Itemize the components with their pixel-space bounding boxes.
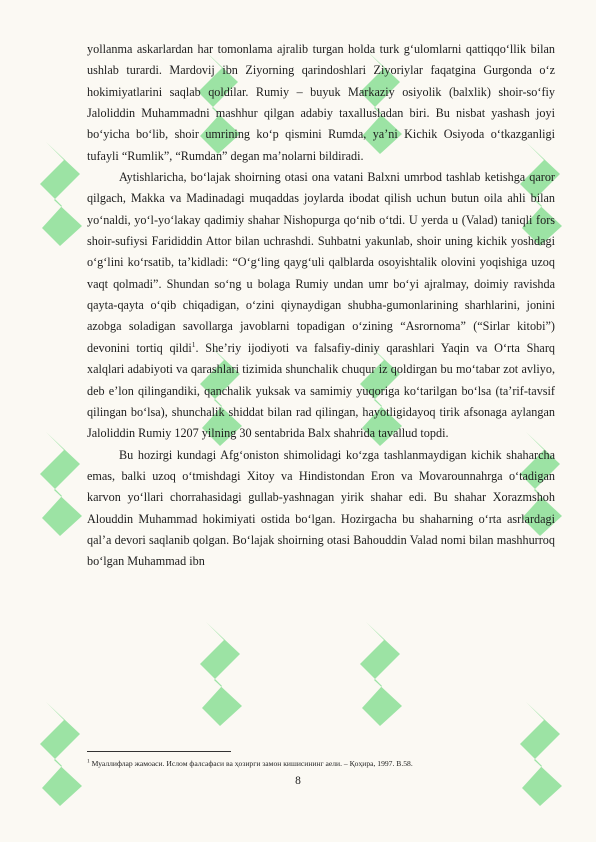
footnote-reference[interactable]: 1: [191, 339, 196, 349]
paragraph-text: . She’riy ijodiyoti va falsafiy-diniy qarashlari Yaqin va O‘rta Sharq xalqlari adabiyoti va qarashlari tizimida shunchalik chuqur iz qoldirgan bu mo‘tabar zot avliyo, deb e’lon qilingandiki, qanchalik yuksak va samimiy yuqoriga ko‘tarilgan bo‘lsa (ta’rif-tavsif qilingan bo‘lsa), shunchalik shiddat bilan rad qilingan, hayotligidayoq tirik afsonaga aylangan Jaloliddin Rumiy 1207 yilning 30 sentabrida Balx shahrida tavallud topdi.: [87, 340, 555, 441]
watermark-logo-icon: [360, 620, 428, 728]
watermark-logo-icon: [520, 700, 588, 808]
page-number: 8: [295, 775, 301, 787]
watermark-logo-icon: [40, 700, 108, 808]
footnote-divider: [87, 751, 231, 752]
footnote: [87, 759, 557, 769]
watermark-logo-icon: [200, 620, 268, 728]
footnote-text: Муаллифлар жамоаси. Ислом фалсафаси ва ҳозирги замон кишисининг аели. – Қоҳира, 1997. B.58.: [89, 759, 413, 768]
paragraph: Bu hozirgi kundagi Afg‘oniston shimolidagi ko‘zga tashlanmaydigan kichik shaharcha emas, balki uzoq o‘tmishdagi Xitoy va Hindistondan Eron va Movarounnahrga o‘tadigan karvon yo‘llari chorrahasidagi gullab-yashnagan yirik shahar edi. Bu shahar Xorazmshoh Alouddin Muhammad hokimiyati ostida bo‘lgan. Hozirgacha bu shaharning o‘rta asrlardagi qal’a devori saqlanib qolgan. Bo‘lajak shoirning otasi Bahouddin Valad nomi bilan mashhurroq bo‘lgan Muhammad ibn: [87, 447, 555, 569]
body-text: [87, 39, 555, 573]
paragraph: yollanma askarlardan har tomonlama ajralib turgan holda turk g‘ulomlarni qattiqqo‘llik bilan ushlab turardi. Mardovij ibn Ziyorning qarindoshlari Ziyoriylar faqatgina Gurgonda o‘z hokimiyatlarini saqlab qoldilar. Rumiy – buyuk Markaziy osiyolik (balxlik) shoir-so‘fiy Jaloliddin Muhammadni mashhur qilgan adabiy taxallusladan biri. Bu nisbat yashash joyi bo‘yicha bo‘lib, shoir umrining ko‘p qismini Rumda, ya’ni Kichik Osiyoda o‘tkazganligi tufayli “Rumlik”, “Rumdan” degan ma’nolarni bildiradi.: [87, 42, 555, 163]
paragraph-text: Aytishlaricha, bo‘lajak shoirning otasi ona vatani Balxni umrbod tashlab ketishga qaror qilgach, Makka va Madinadagi muqaddas joylarda ibodat qilish uchun butun oila ahli bilan yo‘naldi, yo‘l-yo‘lakay qadimiy shahar Nishopurga qo‘nib o‘tdi. U yerda u (Valad) taniqli fors shoir-sufiysi Farididdin Attor bilan uchrashdi. Suhbatni yakunlab, shoir uning kichik yoshdagi o‘g‘lini ko‘rsatib, ta’kidladi: “O‘g‘ling qayg‘uli qalblarda osoyishtalik olovini yoqishiga uzoq vaqt qolmadi”. Shundan so‘ng u bolaga Rumiy undan umr bo‘yi ajralmay, doimiy ravishda qayta-qayta o‘qib chiqadigan, o‘zini qiynaydigan shubha-gumonlarining sharhlarini, jonini azobga soladigan savollarga javoblarni topadigan o‘zining “Asrornoma” (“Sirlar kitobi”) devonini tortiq qildi: [87, 170, 555, 355]
footnote-marker: 1: [87, 758, 90, 765]
paragraph: [87, 167, 555, 444]
